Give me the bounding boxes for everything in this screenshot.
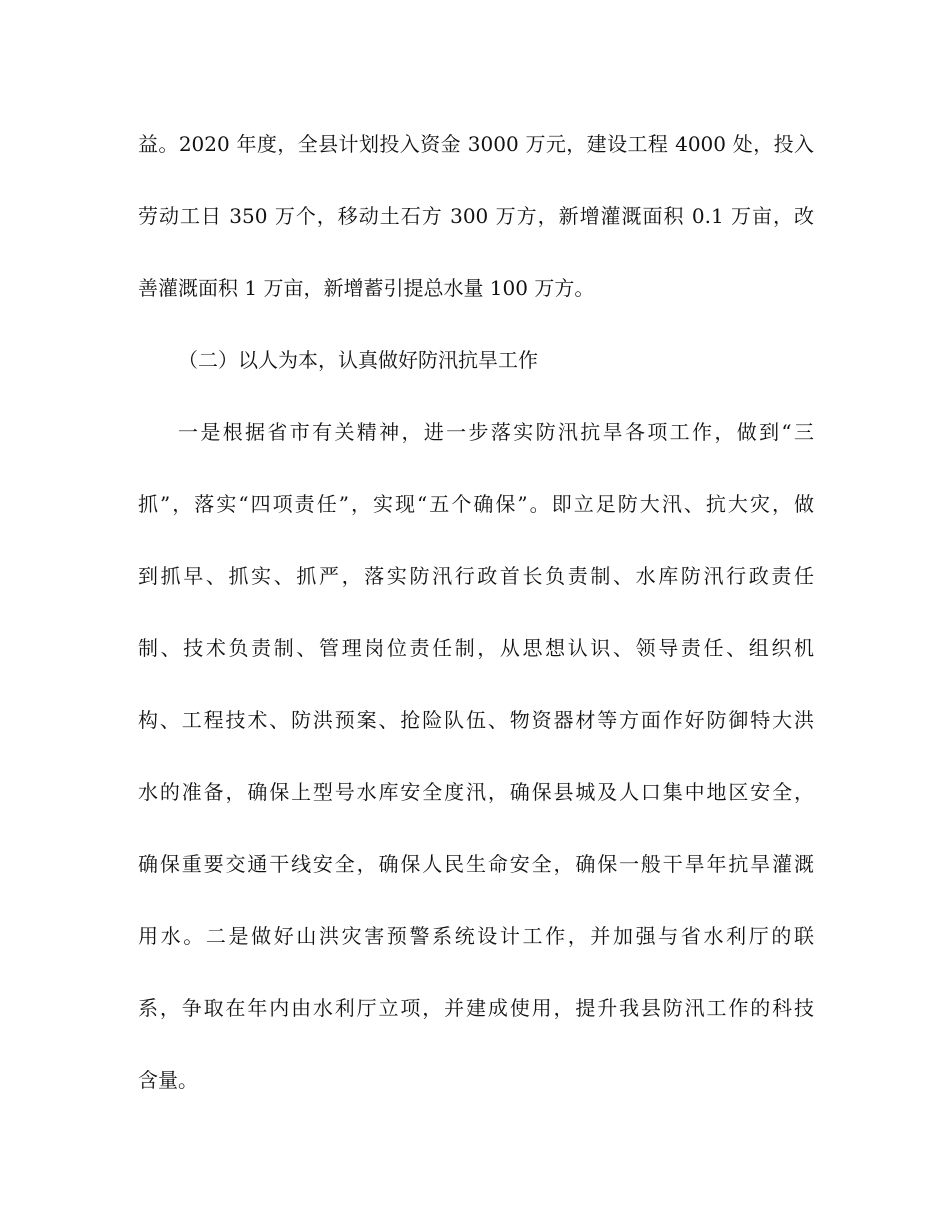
text-line-5: 一是根据省市有关精神，进一步落实防汛抗旱各项工作，做到“三 (178, 420, 814, 444)
text-line-13: 系，争取在年内由水利厅立项，并建成使用，提升我县防汛工作的科技 (138, 996, 814, 1020)
text-line-1: 益。2020 年度，全县计划投入资金 3000 万元，建设工程 4000 处，投入 (138, 132, 814, 156)
text-line-12: 用水。二是做好山洪灾害预警系统设计工作，并加强与省水利厅的联 (138, 924, 814, 948)
text-line-9: 构、工程技术、防洪预案、抢险队伍、物资器材等方面作好防御特大洪 (138, 708, 814, 732)
text-line-14: 含量。 (138, 1068, 198, 1092)
document-body (138, 108, 814, 1116)
section-heading: （二）以人为本，认真做好防汛抗旱工作 (178, 348, 538, 372)
text-line-7: 到抓早、抓实、抓严，落实防汛行政首长负责制、水库防汛行政责任 (138, 564, 814, 588)
text-line-11: 确保重要交通干线安全，确保人民生命安全，确保一般干旱年抗旱灌溉 (138, 852, 814, 876)
text-line-8: 制、技术负责制、管理岗位责任制，从思想认识、领导责任、组织机 (138, 636, 814, 660)
text-line-6: 抓”，落实“四项责任”，实现“五个确保”。即立足防大汛、抗大灾，做 (138, 492, 814, 516)
text-line-3: 善灌溉面积 1 万亩，新增蓄引提总水量 100 万方。 (138, 276, 595, 300)
text-line-10: 水的准备，确保上型号水库安全度汛，确保县城及人口集中地区安全， (138, 780, 814, 804)
text-line-2: 劳动工日 350 万个，移动土石方 300 万方，新增灌溉面积 0.1 万亩，改 (138, 204, 814, 228)
